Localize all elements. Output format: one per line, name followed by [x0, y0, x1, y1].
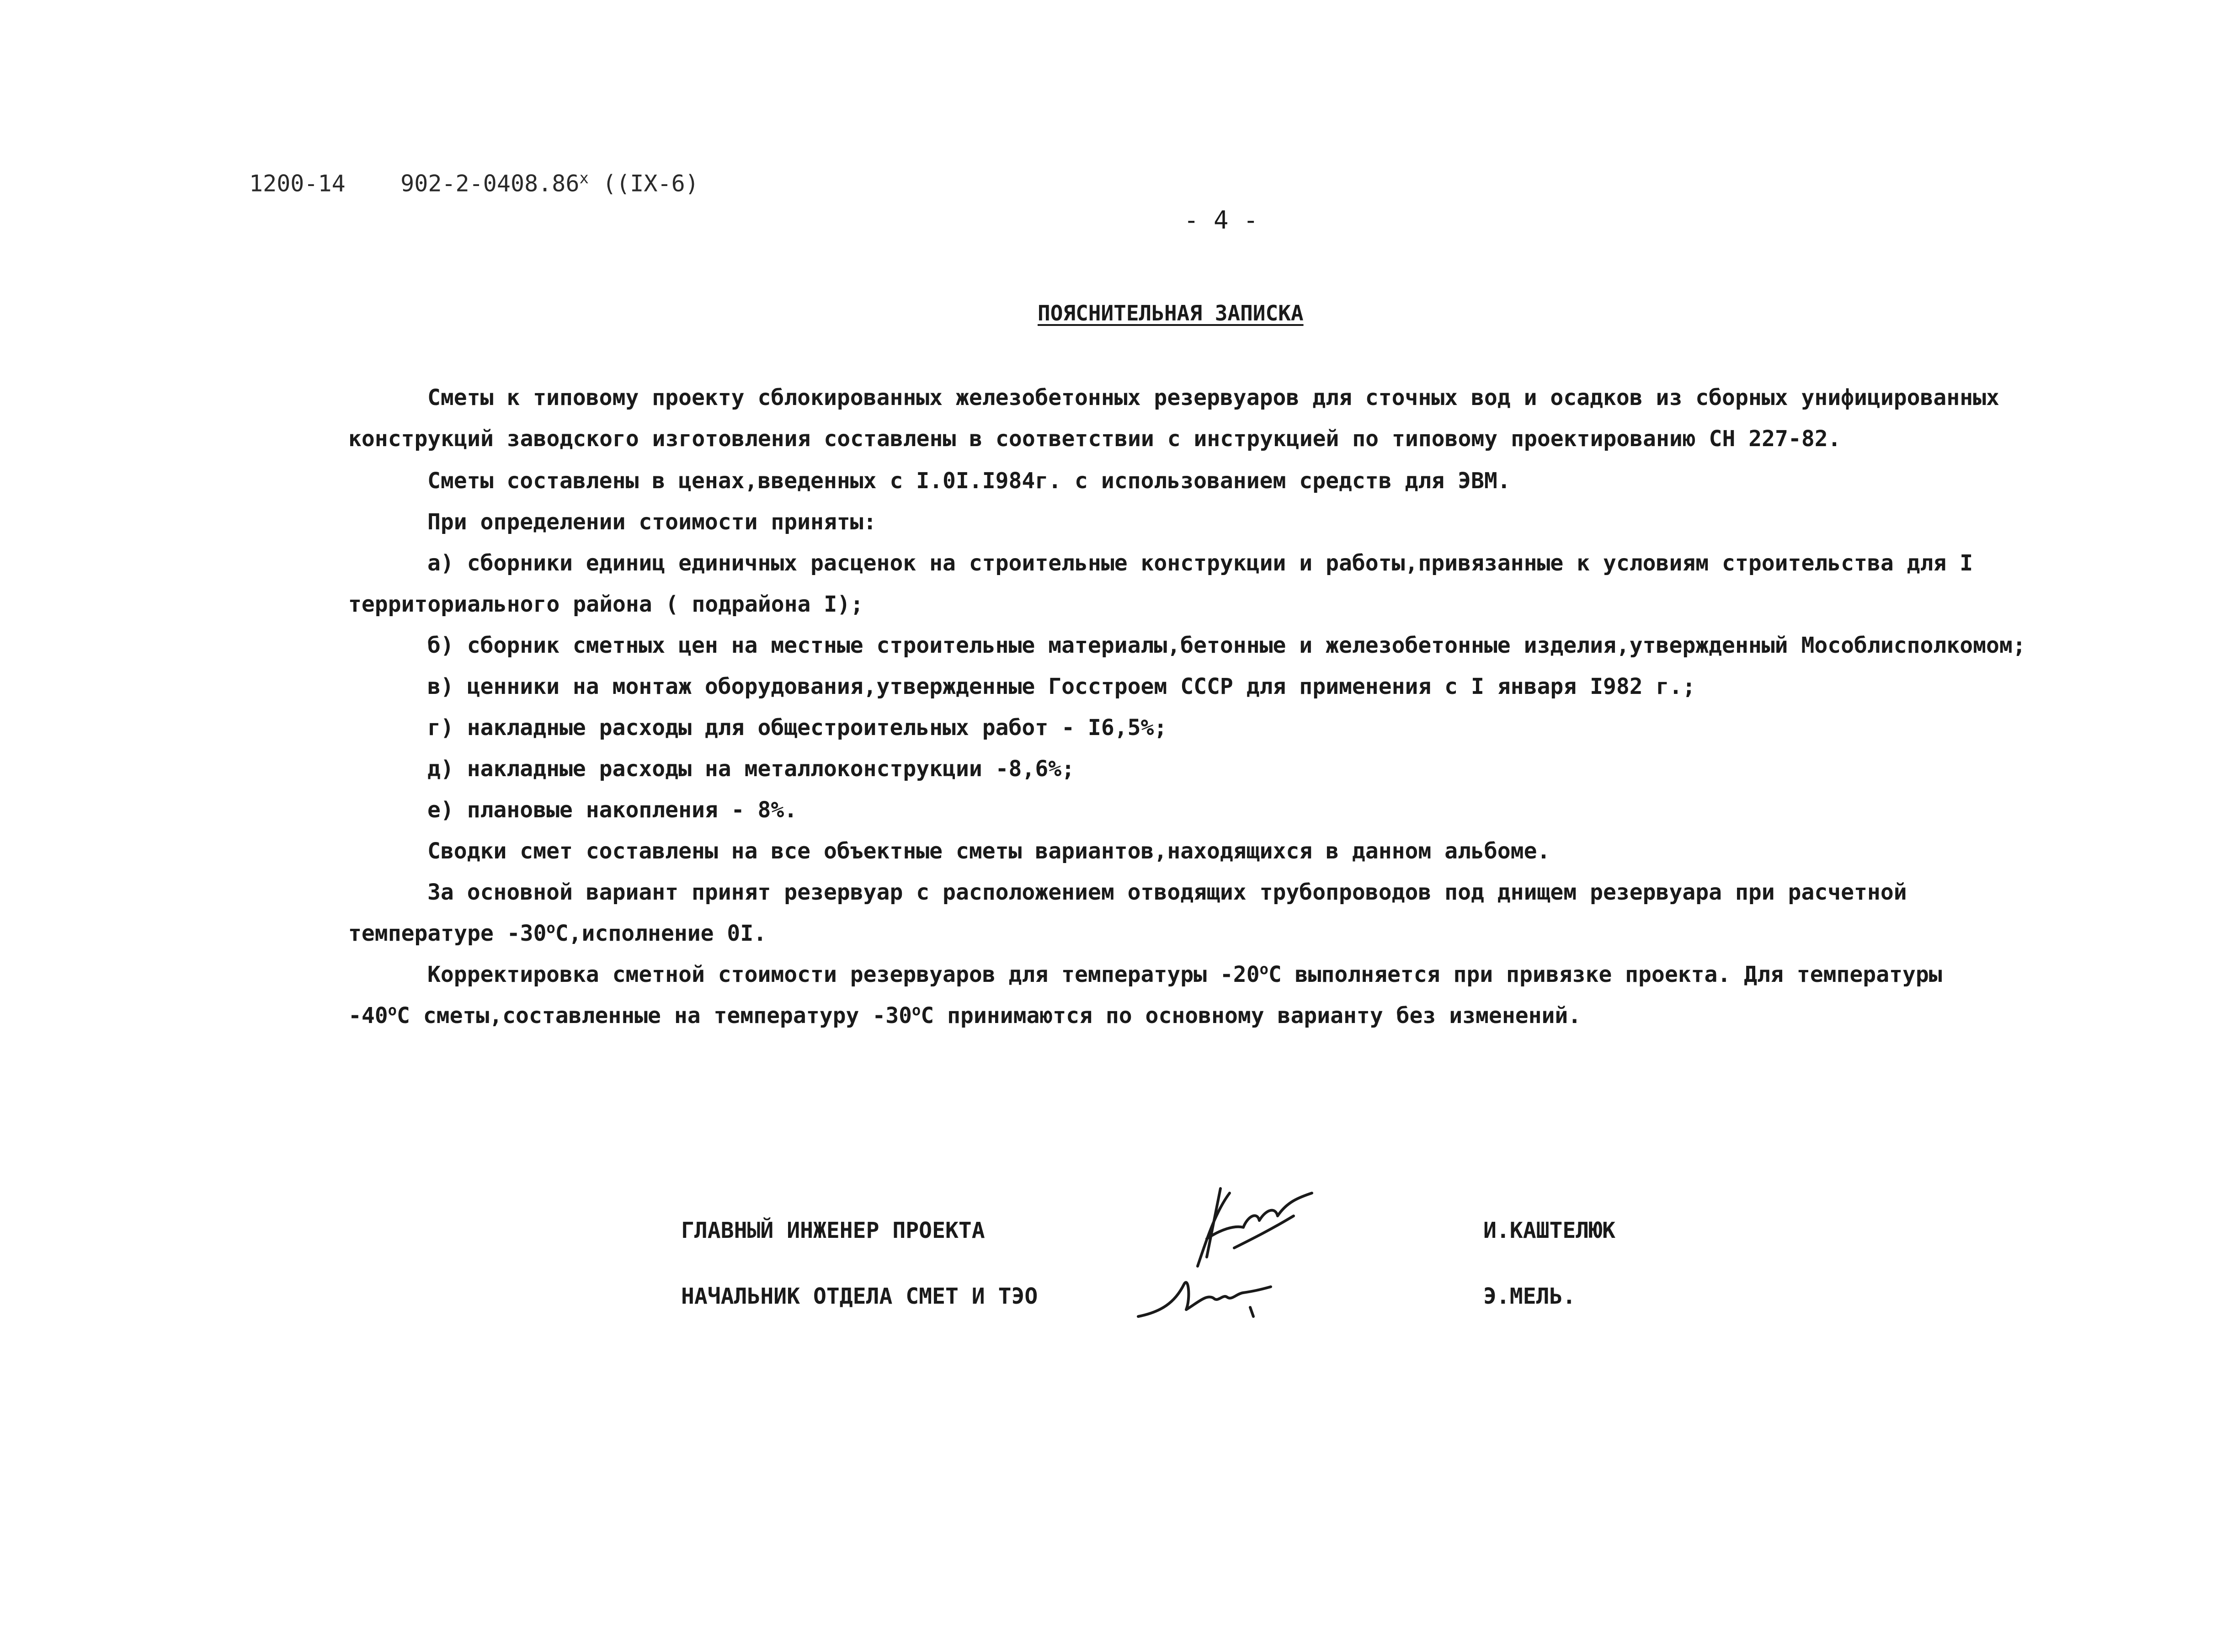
code-main: 902-2-0408.86 — [400, 170, 580, 197]
code-sup: x — [579, 169, 589, 187]
paragraph-1-line-1: Сметы к типовому проекту сблокированных железобетонных резервуаров для сточных вод и осадков из сборных унифицированных — [427, 385, 1999, 410]
signature-role-head-of-department: НАЧАЛЬНИК ОТДЕЛА СМЕТ И ТЭО — [681, 1284, 1038, 1309]
page-number: - 4 - — [1184, 206, 1258, 234]
paragraph-2: Сметы составлены в ценах,введенных с I.0I.I984г. с использованием средств для ЭВМ. — [427, 468, 1511, 494]
item-b: б) сборник сметных цен на местные строительные материалы,бетонные и железобетонные изделия,утвержденный Мособлисполкомом; — [427, 633, 2026, 658]
code-left: 1200-14 — [249, 170, 346, 197]
document-code — [249, 169, 699, 197]
signature-role-chief-engineer: ГЛАВНЫЙ ИНЖЕНЕР ПРОЕКТА — [681, 1218, 985, 1243]
paragraph-5-line-1: За основной вариант принят резервуар с расположением отводящих трубопроводов под днищем резервуара при расчетной — [427, 879, 1907, 905]
signature-name-chief-engineer: И.КАШТЕЛЮК — [1483, 1218, 1615, 1243]
handwritten-signature-2 — [1134, 1266, 1280, 1330]
paragraph-1-line-2: конструкций заводского изготовления составлены в соответствии с инструкцией по типовому проектированию СН 227-82. — [348, 426, 1841, 452]
signature-name-head-of-department: Э.МЕЛЬ. — [1483, 1284, 1576, 1309]
paragraph-6-line-1: Корректировка сметной стоимости резервуаров для температуры $-20^оС$ выполняется при привязке проекта. Для температуры — [427, 960, 1942, 987]
item-v: в) ценники на монтаж оборудования,утвержденные Госстроем СССР для применения с I января I982 г.; — [427, 674, 1696, 699]
item-g: г) накладные расходы для общестроительных работ - I6,5%; — [427, 715, 1167, 741]
item-e: е) плановые накопления - 8%. — [427, 797, 798, 823]
code-suffix: ((IX-6) — [602, 170, 699, 197]
item-d: д) накладные расходы на металлоконструкции -8,6%; — [427, 756, 1075, 782]
handwritten-signature-1 — [1179, 1184, 1316, 1275]
item-a-line-2: территориального района ( подрайона I); — [348, 592, 864, 617]
paragraph-4: Сводки смет составлены на все объектные сметы вариантов,находящихся в данном альбоме. — [427, 838, 1550, 864]
paragraph-3: При определении стоимости приняты: — [427, 509, 877, 535]
item-a-line-1: а) сборники единиц единичных расценок на строительные конструкции и работы,привязанные к условиям строительства для I — [427, 550, 1973, 576]
document-title: ПОЯСНИТЕЛЬНАЯ ЗАПИСКА — [1038, 301, 1304, 325]
paragraph-6-line-2: $-40^оС$ сметы,составленные на температуру $-30^оС$ принимаются по основному варианту без изменений. — [348, 1002, 1582, 1029]
paragraph-5-line-2: температуре $-30^оС,исполнение$ 0I. — [348, 919, 767, 946]
